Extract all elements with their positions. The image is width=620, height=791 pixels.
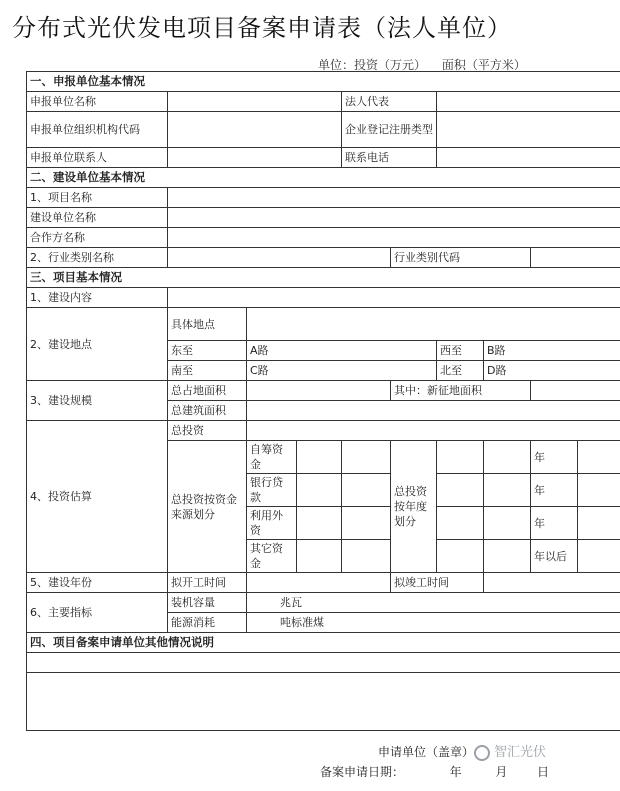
- field-legal-rep[interactable]: [437, 92, 620, 112]
- label-north: 北至: [437, 361, 484, 381]
- label-indicators: 6、主要指标: [27, 593, 168, 633]
- label-build-years: 5、建设年份: [27, 573, 168, 593]
- label-finish-time: 拟竣工时间: [391, 573, 484, 593]
- label-investment: 4、投资估算: [27, 421, 168, 573]
- label-new-land: 其中：新征地面积: [391, 381, 531, 401]
- field-year-2-value[interactable]: [437, 474, 484, 507]
- label-phone: 联系电话: [342, 148, 437, 168]
- field-applicant-name[interactable]: [168, 92, 342, 112]
- footer-date-label: 备案申请日期：: [320, 765, 405, 779]
- field-energy[interactable]: [247, 613, 620, 633]
- field-reg-type[interactable]: [437, 112, 620, 148]
- label-year-3: 年: [531, 507, 578, 540]
- footer-day: 日: [537, 765, 550, 779]
- footer-year: 年: [449, 765, 462, 779]
- application-form-table: [26, 71, 620, 731]
- label-industry-name: 2、行业类别名称: [27, 248, 168, 268]
- label-total-investment: 总投资: [168, 421, 247, 441]
- section-project-info: 三、项目基本情况: [27, 268, 620, 288]
- label-east: 东至: [168, 341, 247, 361]
- label-energy: 能源消耗: [168, 613, 247, 633]
- field-other-info-2[interactable]: [27, 673, 620, 731]
- capacity-unit: 兆瓦: [280, 596, 302, 609]
- field-year-1-amount[interactable]: [578, 441, 620, 474]
- field-building-area[interactable]: [247, 401, 620, 421]
- label-contact: 申报单位联系人: [27, 148, 168, 168]
- field-partner-name[interactable]: [168, 228, 620, 248]
- field-land-area[interactable]: [247, 381, 391, 401]
- label-builder-name: 建设单位名称: [27, 208, 168, 228]
- field-foreign-capital[interactable]: [297, 507, 342, 540]
- label-org-code: 申报单位组织机构代码: [27, 112, 168, 148]
- field-bank-loans[interactable]: [297, 474, 342, 507]
- label-self-funds: 自筹资金: [247, 441, 297, 474]
- field-specific-location[interactable]: [247, 308, 620, 341]
- label-location: 2、建设地点: [27, 308, 168, 381]
- field-self-funds[interactable]: [297, 441, 342, 474]
- field-north[interactable]: D路: [484, 361, 620, 381]
- field-year-2-amount[interactable]: [578, 474, 620, 507]
- field-industry-code[interactable]: [531, 248, 620, 268]
- field-content[interactable]: [168, 288, 620, 308]
- label-foreign-capital: 利用外资: [247, 507, 297, 540]
- watermark-text: 智汇光伏: [494, 745, 547, 760]
- field-capacity[interactable]: [247, 593, 620, 613]
- label-partner-name: 合作方名称: [27, 228, 168, 248]
- field-foreign-capital-2[interactable]: [342, 507, 391, 540]
- label-project-name: 1、项目名称: [27, 188, 168, 208]
- label-start-time: 拟开工时间: [168, 573, 247, 593]
- label-industry-code: 行业类别代码: [391, 248, 531, 268]
- field-industry-name[interactable]: [168, 248, 391, 268]
- page-title: 分布式光伏发电项目备案申请表（法人单位）: [12, 14, 512, 42]
- unit-investment: 单位：投资（万元）: [318, 58, 427, 72]
- unit-area: 面积（平方米）: [441, 58, 526, 72]
- section-builder-info: 二、建设单位基本情况: [27, 168, 620, 188]
- label-other-funds: 其它资金: [247, 540, 297, 573]
- label-building-area: 总建筑面积: [168, 401, 247, 421]
- label-year-split: 总投资按年度划分: [391, 441, 437, 573]
- field-other-funds[interactable]: [297, 540, 342, 573]
- label-bank-loans: 银行贷款: [247, 474, 297, 507]
- energy-unit: 吨标准煤: [280, 616, 324, 629]
- label-west: 西至: [437, 341, 484, 361]
- field-bank-loans-2[interactable]: [342, 474, 391, 507]
- label-applicant-name: 申报单位名称: [27, 92, 168, 112]
- field-builder-name[interactable]: [168, 208, 620, 228]
- section-other-info: 四、项目备案申请单位其他情况说明: [27, 633, 620, 653]
- field-year-1-value[interactable]: [437, 441, 484, 474]
- label-legal-rep: 法人代表: [342, 92, 437, 112]
- label-source-split: 总投资按资金来源划分: [168, 441, 247, 573]
- field-year-4-year[interactable]: [484, 540, 531, 573]
- field-year-3-year[interactable]: [484, 507, 531, 540]
- field-new-land[interactable]: [531, 381, 620, 401]
- label-scale: 3、建设规模: [27, 381, 168, 421]
- field-other-funds-2[interactable]: [342, 540, 391, 573]
- label-specific-location: 具体地点: [168, 308, 247, 341]
- field-org-code[interactable]: [168, 112, 342, 148]
- field-total-investment[interactable]: [247, 421, 620, 441]
- field-year-3-amount[interactable]: [578, 507, 620, 540]
- field-year-1-year[interactable]: [484, 441, 531, 474]
- footer-applicant: 申请单位（盖章）: [378, 745, 475, 759]
- field-west[interactable]: B路: [484, 341, 620, 361]
- label-year-2: 年: [531, 474, 578, 507]
- field-year-3-value[interactable]: [437, 507, 484, 540]
- footer-month: 月: [495, 765, 508, 779]
- field-contact[interactable]: [168, 148, 342, 168]
- field-finish-time[interactable]: [484, 573, 620, 593]
- label-year-1: 年: [531, 441, 578, 474]
- field-east[interactable]: A路: [247, 341, 437, 361]
- label-reg-type: 企业登记注册类型: [342, 112, 437, 148]
- label-land-area: 总占地面积: [168, 381, 247, 401]
- section-applicant-info: 一、申报单位基本情况: [27, 72, 620, 92]
- field-year-2-year[interactable]: [484, 474, 531, 507]
- field-year-4-value[interactable]: [437, 540, 484, 573]
- wechat-logo-icon: [474, 745, 490, 761]
- watermark: [474, 741, 546, 761]
- field-start-time[interactable]: [247, 573, 391, 593]
- field-other-info-1[interactable]: [27, 653, 620, 673]
- field-phone[interactable]: [437, 148, 620, 168]
- field-self-funds-2[interactable]: [342, 441, 391, 474]
- label-capacity: 装机容量: [168, 593, 247, 613]
- label-content: 1、建设内容: [27, 288, 168, 308]
- label-south: 南至: [168, 361, 247, 381]
- field-project-name[interactable]: [168, 188, 620, 208]
- field-south[interactable]: C路: [247, 361, 437, 381]
- footer-date: [320, 763, 549, 780]
- label-year-after: 年以后: [531, 540, 578, 573]
- field-year-4-amount[interactable]: [578, 540, 620, 573]
